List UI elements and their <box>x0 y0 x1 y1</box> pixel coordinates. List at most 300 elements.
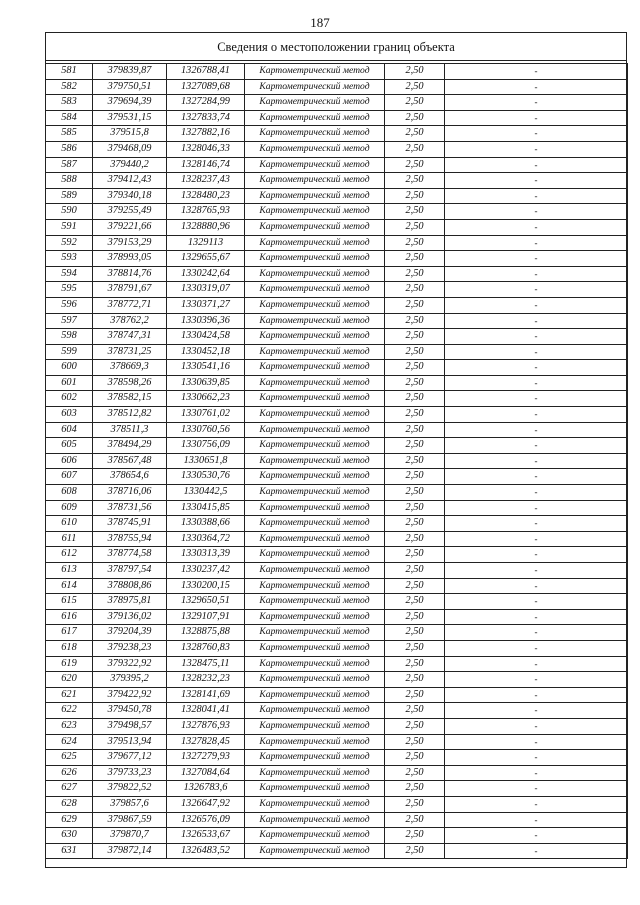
point-number-cell: 631 <box>46 843 93 859</box>
x-coordinate-cell: 378598,26 <box>93 375 167 391</box>
description-cell: - <box>445 282 628 298</box>
description-cell: - <box>445 157 628 173</box>
accuracy-cell: 2,50 <box>385 282 445 298</box>
x-coordinate-cell: 378582,15 <box>93 391 167 407</box>
table-row <box>46 141 628 157</box>
method-cell: Картометрический метод <box>245 64 385 80</box>
method-cell: Картометрический метод <box>245 266 385 282</box>
description-cell: - <box>445 141 628 157</box>
coordinates-table-body <box>46 64 628 859</box>
method-cell: Картометрический метод <box>245 297 385 313</box>
table-row <box>46 469 628 485</box>
x-coordinate-cell: 378567,48 <box>93 453 167 469</box>
description-cell: - <box>445 750 628 766</box>
method-cell: Картометрический метод <box>245 828 385 844</box>
description-cell: - <box>445 594 628 610</box>
accuracy-cell: 2,50 <box>385 235 445 251</box>
point-number-cell: 596 <box>46 297 93 313</box>
method-cell: Картометрический метод <box>245 485 385 501</box>
method-cell: Картометрический метод <box>245 781 385 797</box>
point-number-cell: 614 <box>46 578 93 594</box>
accuracy-cell: 2,50 <box>385 173 445 189</box>
description-cell: - <box>445 687 628 703</box>
description-cell: - <box>445 329 628 345</box>
table-title: Сведения о местоположении границ объекта <box>46 33 626 61</box>
table-row <box>46 157 628 173</box>
accuracy-cell: 2,50 <box>385 126 445 142</box>
x-coordinate-cell: 379872,14 <box>93 843 167 859</box>
point-number-cell: 587 <box>46 157 93 173</box>
y-coordinate-cell: 1328880,96 <box>167 219 245 235</box>
method-cell: Картометрический метод <box>245 594 385 610</box>
point-number-cell: 585 <box>46 126 93 142</box>
table-row <box>46 718 628 734</box>
description-cell: - <box>445 718 628 734</box>
point-number-cell: 611 <box>46 531 93 547</box>
accuracy-cell: 2,50 <box>385 594 445 610</box>
table-row <box>46 204 628 220</box>
point-number-cell: 592 <box>46 235 93 251</box>
accuracy-cell: 2,50 <box>385 141 445 157</box>
table-row <box>46 828 628 844</box>
y-coordinate-cell: 1330760,56 <box>167 422 245 438</box>
x-coordinate-cell: 379255,49 <box>93 204 167 220</box>
accuracy-cell: 2,50 <box>385 672 445 688</box>
accuracy-cell: 2,50 <box>385 625 445 641</box>
table-row <box>46 375 628 391</box>
x-coordinate-cell: 378747,31 <box>93 329 167 345</box>
method-cell: Картометрический метод <box>245 126 385 142</box>
x-coordinate-cell: 379515,8 <box>93 126 167 142</box>
description-cell: - <box>445 204 628 220</box>
x-coordinate-cell: 379340,18 <box>93 188 167 204</box>
method-cell: Картометрический метод <box>245 407 385 423</box>
description-cell: - <box>445 843 628 859</box>
description-cell: - <box>445 391 628 407</box>
x-coordinate-cell: 379870,7 <box>93 828 167 844</box>
point-number-cell: 621 <box>46 687 93 703</box>
x-coordinate-cell: 379221,66 <box>93 219 167 235</box>
y-coordinate-cell: 1329107,91 <box>167 609 245 625</box>
point-number-cell: 628 <box>46 796 93 812</box>
y-coordinate-cell: 1327876,93 <box>167 718 245 734</box>
description-cell: - <box>445 453 628 469</box>
x-coordinate-cell: 378814,76 <box>93 266 167 282</box>
table-row <box>46 563 628 579</box>
x-coordinate-cell: 378745,91 <box>93 516 167 532</box>
accuracy-cell: 2,50 <box>385 563 445 579</box>
method-cell: Картометрический метод <box>245 375 385 391</box>
description-cell: - <box>445 516 628 532</box>
accuracy-cell: 2,50 <box>385 531 445 547</box>
method-cell: Картометрический метод <box>245 453 385 469</box>
y-coordinate-cell: 1328875,88 <box>167 625 245 641</box>
description-cell: - <box>445 95 628 111</box>
x-coordinate-cell: 379857,6 <box>93 796 167 812</box>
method-cell: Картометрический метод <box>245 235 385 251</box>
description-cell: - <box>445 703 628 719</box>
y-coordinate-cell: 1330237,42 <box>167 563 245 579</box>
accuracy-cell: 2,50 <box>385 422 445 438</box>
accuracy-cell: 2,50 <box>385 329 445 345</box>
y-coordinate-cell: 1328141,69 <box>167 687 245 703</box>
point-number-cell: 604 <box>46 422 93 438</box>
accuracy-cell: 2,50 <box>385 110 445 126</box>
point-number-cell: 594 <box>46 266 93 282</box>
accuracy-cell: 2,50 <box>385 469 445 485</box>
table-row <box>46 219 628 235</box>
x-coordinate-cell: 379839,87 <box>93 64 167 80</box>
description-cell: - <box>445 656 628 672</box>
description-cell: - <box>445 297 628 313</box>
method-cell: Картометрический метод <box>245 656 385 672</box>
description-cell: - <box>445 485 628 501</box>
x-coordinate-cell: 378512,82 <box>93 407 167 423</box>
point-number-cell: 599 <box>46 344 93 360</box>
accuracy-cell: 2,50 <box>385 157 445 173</box>
accuracy-cell: 2,50 <box>385 718 445 734</box>
point-number-cell: 590 <box>46 204 93 220</box>
table-row <box>46 781 628 797</box>
description-cell: - <box>445 469 628 485</box>
boundary-table-frame <box>45 32 627 868</box>
y-coordinate-cell: 1326647,92 <box>167 796 245 812</box>
point-number-cell: 610 <box>46 516 93 532</box>
point-number-cell: 583 <box>46 95 93 111</box>
table-row <box>46 734 628 750</box>
point-number-cell: 588 <box>46 173 93 189</box>
y-coordinate-cell: 1330396,36 <box>167 313 245 329</box>
description-cell: - <box>445 251 628 267</box>
accuracy-cell: 2,50 <box>385 828 445 844</box>
point-number-cell: 619 <box>46 656 93 672</box>
point-number-cell: 620 <box>46 672 93 688</box>
x-coordinate-cell: 379531,15 <box>93 110 167 126</box>
description-cell: - <box>445 563 628 579</box>
table-row <box>46 687 628 703</box>
accuracy-cell: 2,50 <box>385 765 445 781</box>
method-cell: Картометрический метод <box>245 251 385 267</box>
table-row <box>46 578 628 594</box>
x-coordinate-cell: 379440,2 <box>93 157 167 173</box>
method-cell: Картометрический метод <box>245 422 385 438</box>
y-coordinate-cell: 1330242,64 <box>167 266 245 282</box>
point-number-cell: 624 <box>46 734 93 750</box>
description-cell: - <box>445 173 628 189</box>
x-coordinate-cell: 378755,94 <box>93 531 167 547</box>
x-coordinate-cell: 378993,05 <box>93 251 167 267</box>
table-row <box>46 173 628 189</box>
accuracy-cell: 2,50 <box>385 640 445 656</box>
y-coordinate-cell: 1328237,43 <box>167 173 245 189</box>
x-coordinate-cell: 378772,71 <box>93 297 167 313</box>
y-coordinate-cell: 1330364,72 <box>167 531 245 547</box>
description-cell: - <box>445 126 628 142</box>
method-cell: Картометрический метод <box>245 391 385 407</box>
y-coordinate-cell: 1327284,99 <box>167 95 245 111</box>
method-cell: Картометрический метод <box>245 219 385 235</box>
x-coordinate-cell: 378669,3 <box>93 360 167 376</box>
y-coordinate-cell: 1330442,5 <box>167 485 245 501</box>
method-cell: Картометрический метод <box>245 188 385 204</box>
point-number-cell: 617 <box>46 625 93 641</box>
description-cell: - <box>445 188 628 204</box>
accuracy-cell: 2,50 <box>385 516 445 532</box>
description-cell: - <box>445 625 628 641</box>
table-row <box>46 453 628 469</box>
x-coordinate-cell: 379468,09 <box>93 141 167 157</box>
table-row <box>46 516 628 532</box>
table-row <box>46 594 628 610</box>
x-coordinate-cell: 378808,86 <box>93 578 167 594</box>
table-row <box>46 843 628 859</box>
table-row <box>46 812 628 828</box>
description-cell: - <box>445 407 628 423</box>
description-cell: - <box>445 734 628 750</box>
description-cell: - <box>445 781 628 797</box>
point-number-cell: 595 <box>46 282 93 298</box>
method-cell: Картометрический метод <box>245 687 385 703</box>
table-row <box>46 297 628 313</box>
y-coordinate-cell: 1327833,74 <box>167 110 245 126</box>
x-coordinate-cell: 379136,02 <box>93 609 167 625</box>
accuracy-cell: 2,50 <box>385 438 445 454</box>
table-row <box>46 126 628 142</box>
point-number-cell: 584 <box>46 110 93 126</box>
y-coordinate-cell: 1330424,58 <box>167 329 245 345</box>
description-cell: - <box>445 110 628 126</box>
point-number-cell: 623 <box>46 718 93 734</box>
y-coordinate-cell: 1328760,83 <box>167 640 245 656</box>
method-cell: Картометрический метод <box>245 531 385 547</box>
x-coordinate-cell: 378774,58 <box>93 547 167 563</box>
point-number-cell: 603 <box>46 407 93 423</box>
x-coordinate-cell: 378731,25 <box>93 344 167 360</box>
table-row <box>46 438 628 454</box>
method-cell: Картометрический метод <box>245 110 385 126</box>
method-cell: Картометрический метод <box>245 609 385 625</box>
accuracy-cell: 2,50 <box>385 656 445 672</box>
accuracy-cell: 2,50 <box>385 297 445 313</box>
y-coordinate-cell: 1330415,85 <box>167 500 245 516</box>
point-number-cell: 601 <box>46 375 93 391</box>
description-cell: - <box>445 672 628 688</box>
table-row <box>46 95 628 111</box>
point-number-cell: 625 <box>46 750 93 766</box>
method-cell: Картометрический метод <box>245 718 385 734</box>
x-coordinate-cell: 379153,29 <box>93 235 167 251</box>
y-coordinate-cell: 1328480,23 <box>167 188 245 204</box>
x-coordinate-cell: 378731,56 <box>93 500 167 516</box>
x-coordinate-cell: 379694,39 <box>93 95 167 111</box>
accuracy-cell: 2,50 <box>385 687 445 703</box>
table-row <box>46 407 628 423</box>
point-number-cell: 613 <box>46 563 93 579</box>
description-cell: - <box>445 422 628 438</box>
x-coordinate-cell: 378791,67 <box>93 282 167 298</box>
y-coordinate-cell: 1326783,6 <box>167 781 245 797</box>
point-number-cell: 593 <box>46 251 93 267</box>
x-coordinate-cell: 379498,57 <box>93 718 167 734</box>
point-number-cell: 622 <box>46 703 93 719</box>
x-coordinate-cell: 379238,23 <box>93 640 167 656</box>
point-number-cell: 615 <box>46 594 93 610</box>
accuracy-cell: 2,50 <box>385 391 445 407</box>
method-cell: Картометрический метод <box>245 157 385 173</box>
accuracy-cell: 2,50 <box>385 407 445 423</box>
x-coordinate-cell: 379204,39 <box>93 625 167 641</box>
x-coordinate-cell: 379322,92 <box>93 656 167 672</box>
description-cell: - <box>445 531 628 547</box>
method-cell: Картометрический метод <box>245 282 385 298</box>
accuracy-cell: 2,50 <box>385 95 445 111</box>
table-row <box>46 422 628 438</box>
accuracy-cell: 2,50 <box>385 266 445 282</box>
table-row <box>46 765 628 781</box>
y-coordinate-cell: 1330452,18 <box>167 344 245 360</box>
description-cell: - <box>445 313 628 329</box>
x-coordinate-cell: 378654,6 <box>93 469 167 485</box>
accuracy-cell: 2,50 <box>385 843 445 859</box>
table-row <box>46 500 628 516</box>
x-coordinate-cell: 379733,23 <box>93 765 167 781</box>
point-number-cell: 609 <box>46 500 93 516</box>
accuracy-cell: 2,50 <box>385 781 445 797</box>
y-coordinate-cell: 1330761,02 <box>167 407 245 423</box>
y-coordinate-cell: 1330530,76 <box>167 469 245 485</box>
y-coordinate-cell: 1326533,67 <box>167 828 245 844</box>
point-number-cell: 600 <box>46 360 93 376</box>
method-cell: Картометрический метод <box>245 360 385 376</box>
method-cell: Картометрический метод <box>245 796 385 812</box>
y-coordinate-cell: 1330371,27 <box>167 297 245 313</box>
table-row <box>46 609 628 625</box>
description-cell: - <box>445 219 628 235</box>
point-number-cell: 586 <box>46 141 93 157</box>
description-cell: - <box>445 796 628 812</box>
table-row <box>46 531 628 547</box>
accuracy-cell: 2,50 <box>385 360 445 376</box>
page-number: 187 <box>310 15 330 30</box>
accuracy-cell: 2,50 <box>385 703 445 719</box>
point-number-cell: 581 <box>46 64 93 80</box>
description-cell: - <box>445 266 628 282</box>
table-row <box>46 188 628 204</box>
accuracy-cell: 2,50 <box>385 578 445 594</box>
table-row <box>46 235 628 251</box>
method-cell: Картометрический метод <box>245 578 385 594</box>
point-number-cell: 607 <box>46 469 93 485</box>
point-number-cell: 608 <box>46 485 93 501</box>
y-coordinate-cell: 1329655,67 <box>167 251 245 267</box>
method-cell: Картометрический метод <box>245 843 385 859</box>
accuracy-cell: 2,50 <box>385 204 445 220</box>
x-coordinate-cell: 379450,78 <box>93 703 167 719</box>
method-cell: Картометрический метод <box>245 438 385 454</box>
y-coordinate-cell: 1330313,39 <box>167 547 245 563</box>
point-number-cell: 627 <box>46 781 93 797</box>
y-coordinate-cell: 1330319,07 <box>167 282 245 298</box>
description-cell: - <box>445 547 628 563</box>
x-coordinate-cell: 379513,94 <box>93 734 167 750</box>
accuracy-cell: 2,50 <box>385 609 445 625</box>
y-coordinate-cell: 1328146,74 <box>167 157 245 173</box>
accuracy-cell: 2,50 <box>385 547 445 563</box>
accuracy-cell: 2,50 <box>385 313 445 329</box>
y-coordinate-cell: 1327089,68 <box>167 79 245 95</box>
description-cell: - <box>445 360 628 376</box>
method-cell: Картометрический метод <box>245 672 385 688</box>
accuracy-cell: 2,50 <box>385 64 445 80</box>
method-cell: Картометрический метод <box>245 141 385 157</box>
x-coordinate-cell: 379677,12 <box>93 750 167 766</box>
method-cell: Картометрический метод <box>245 469 385 485</box>
table-row <box>46 547 628 563</box>
point-number-cell: 630 <box>46 828 93 844</box>
table-row <box>46 485 628 501</box>
description-cell: - <box>445 235 628 251</box>
x-coordinate-cell: 378494,29 <box>93 438 167 454</box>
y-coordinate-cell: 1329650,51 <box>167 594 245 610</box>
y-coordinate-cell: 1328232,23 <box>167 672 245 688</box>
method-cell: Картометрический метод <box>245 516 385 532</box>
table-row <box>46 640 628 656</box>
method-cell: Картометрический метод <box>245 95 385 111</box>
table-row <box>46 656 628 672</box>
method-cell: Картометрический метод <box>245 640 385 656</box>
method-cell: Картометрический метод <box>245 500 385 516</box>
accuracy-cell: 2,50 <box>385 79 445 95</box>
point-number-cell: 589 <box>46 188 93 204</box>
point-number-cell: 618 <box>46 640 93 656</box>
description-cell: - <box>445 500 628 516</box>
method-cell: Картометрический метод <box>245 313 385 329</box>
method-cell: Картометрический метод <box>245 79 385 95</box>
x-coordinate-cell: 378762,2 <box>93 313 167 329</box>
accuracy-cell: 2,50 <box>385 375 445 391</box>
x-coordinate-cell: 378511,3 <box>93 422 167 438</box>
x-coordinate-cell: 378797,54 <box>93 563 167 579</box>
method-cell: Картометрический метод <box>245 344 385 360</box>
point-number-cell: 606 <box>46 453 93 469</box>
description-cell: - <box>445 828 628 844</box>
method-cell: Картометрический метод <box>245 625 385 641</box>
description-cell: - <box>445 765 628 781</box>
table-row <box>46 391 628 407</box>
point-number-cell: 605 <box>46 438 93 454</box>
method-cell: Картометрический метод <box>245 703 385 719</box>
x-coordinate-cell: 378716,06 <box>93 485 167 501</box>
table-row <box>46 360 628 376</box>
description-cell: - <box>445 578 628 594</box>
accuracy-cell: 2,50 <box>385 188 445 204</box>
description-cell: - <box>445 609 628 625</box>
description-cell: - <box>445 344 628 360</box>
point-number-cell: 582 <box>46 79 93 95</box>
y-coordinate-cell: 1327882,16 <box>167 126 245 142</box>
method-cell: Картометрический метод <box>245 765 385 781</box>
y-coordinate-cell: 1330200,15 <box>167 578 245 594</box>
coordinates-table <box>45 63 628 859</box>
accuracy-cell: 2,50 <box>385 750 445 766</box>
table-row <box>46 110 628 126</box>
description-cell: - <box>445 79 628 95</box>
y-coordinate-cell: 1330651,8 <box>167 453 245 469</box>
point-number-cell: 602 <box>46 391 93 407</box>
y-coordinate-cell: 1330388,66 <box>167 516 245 532</box>
y-coordinate-cell: 1326483,52 <box>167 843 245 859</box>
x-coordinate-cell: 379750,51 <box>93 79 167 95</box>
